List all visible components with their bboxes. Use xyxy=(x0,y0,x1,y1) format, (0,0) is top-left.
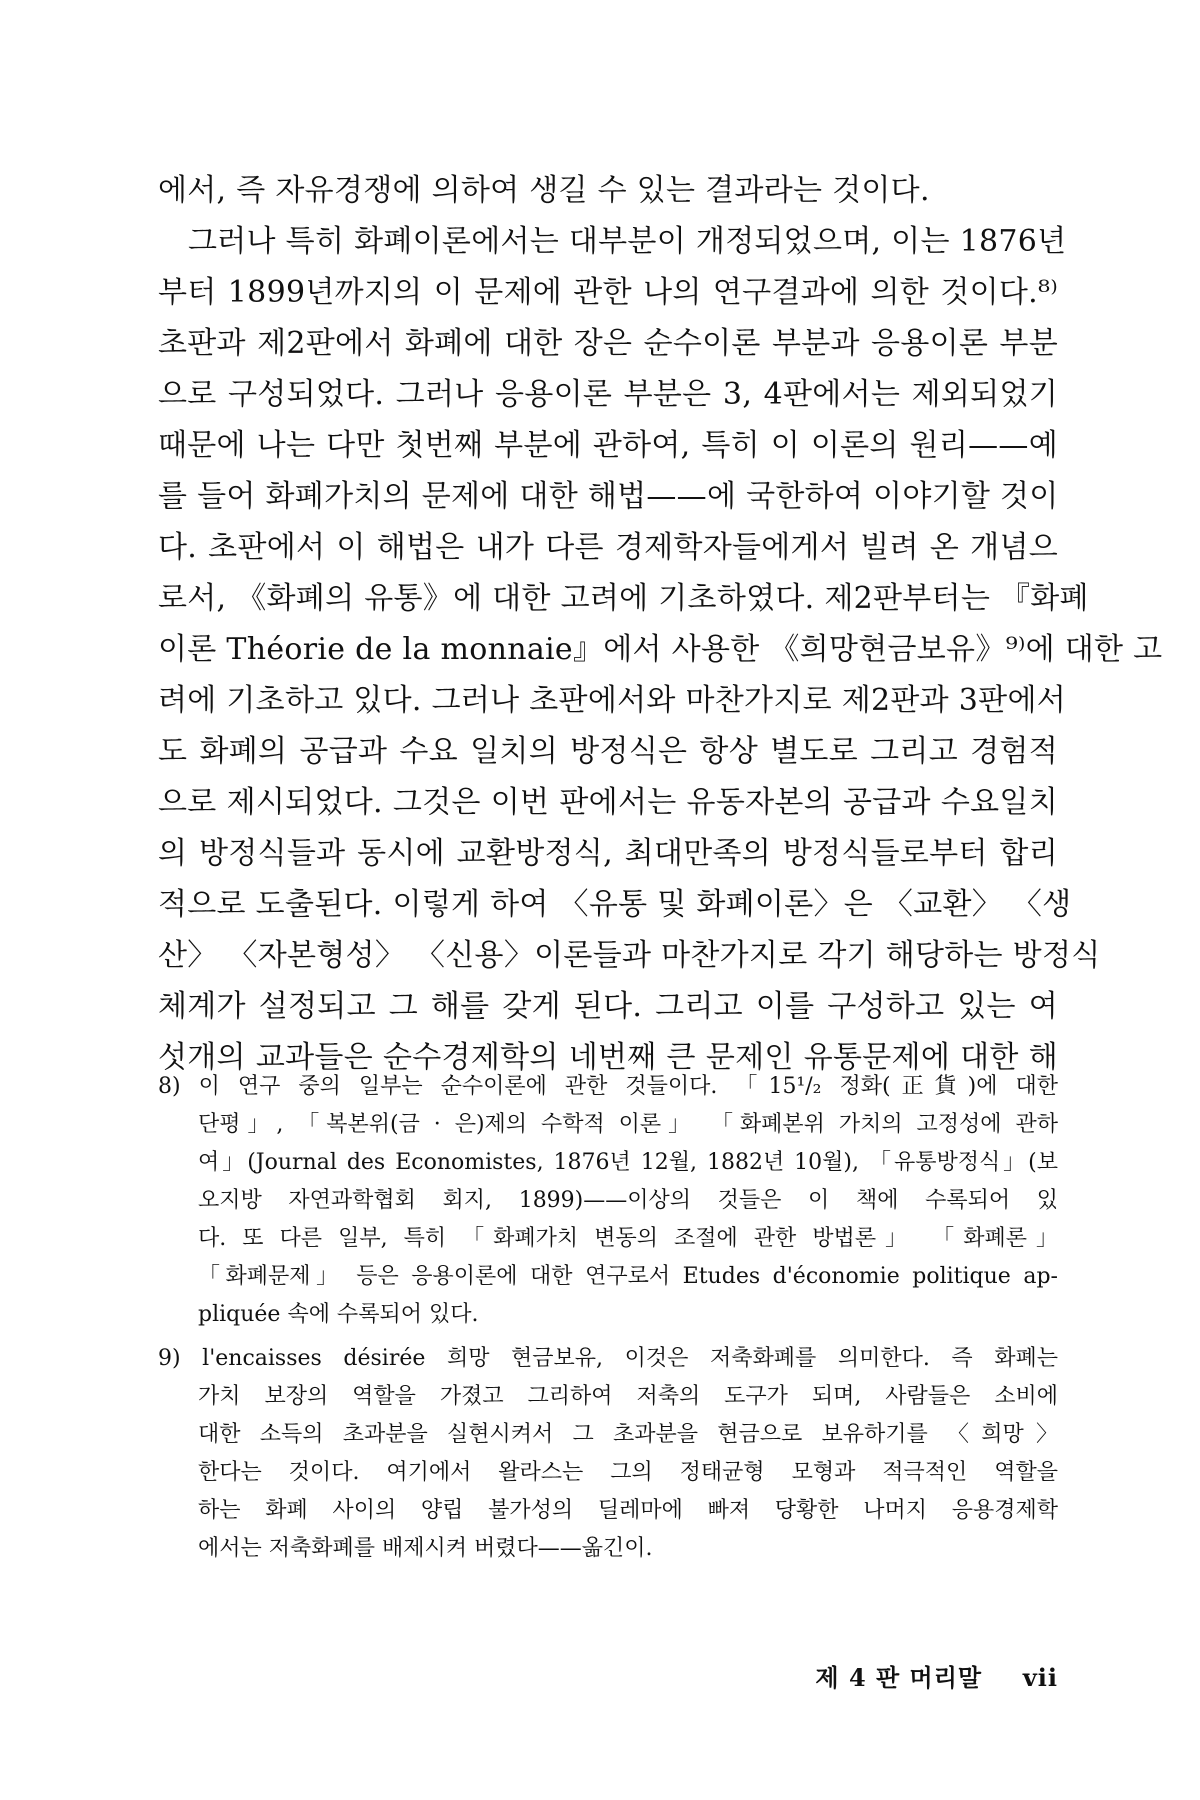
main-body-text xyxy=(158,165,1163,1083)
body-line: 의 방정식들과 동시에 교환방정식, 최대만족의 방정식들로부터 합리 xyxy=(158,836,1058,871)
body-line: 부터 1899년까지의 이 문제에 관한 나의 연구결과에 의한 것이다.⁸⁾ xyxy=(158,275,1058,310)
footnote-line: 하는 화폐 사이의 양립 불가성의 딜레마에 빠져 당황한 나머지 응용경제학 xyxy=(198,1498,1058,1523)
footnote-line: 단평」, 「복본위(금 · 은)제의 수학적 이론」 「화폐본위 가치의 고정성에 관하 xyxy=(198,1112,1058,1137)
body-line: 그러나 특히 화폐이론에서는 대부분이 개정되었으며, 이는 1876년 xyxy=(188,224,1067,259)
footnote-line: 오지방 자연과학협회 회지, 1899)——이상의 것들은 이 책에 수록되어 있 xyxy=(198,1188,1058,1213)
page-number: vii xyxy=(1022,1663,1058,1692)
footnote-8 xyxy=(158,1068,1058,1334)
footnote-line: 대한 소득의 초과분을 실현시켜서 그 초과분을 현금으로 보유하기를 〈희망〉 xyxy=(198,1422,1058,1447)
body-line: 체계가 설정되고 그 해를 갖게 된다. 그리고 이를 구성하고 있는 여 xyxy=(158,989,1058,1024)
footnote-line: 8) 이 연구 중의 일부는 순수이론에 관한 것들이다. 「15¹/₂ 정화(正貨)에 대한 xyxy=(158,1074,1058,1099)
body-line: 이론 Théorie de la monnaie』에서 사용한 《희망현금보유》⁹⁾에 대한 고 xyxy=(158,632,1163,667)
footnote-line: 가치 보장의 역할을 가졌고 그리하여 저축의 도구가 되며, 사람들은 소비에 xyxy=(198,1384,1058,1409)
body-line: 도 화폐의 공급과 수요 일치의 방정식은 항상 별도로 그리고 경험적 xyxy=(158,734,1058,769)
body-line: 때문에 나는 다만 첫번째 부분에 관하여, 특히 이 이론의 원리——예 xyxy=(158,428,1058,463)
body-line: 적으로 도출된다. 이렇게 하여 〈유통 및 화폐이론〉은 〈교환〉 〈생 xyxy=(158,887,1072,922)
body-line: 으로 제시되었다. 그것은 이번 판에서는 유동자본의 공급과 수요일치 xyxy=(158,785,1058,820)
footnote-line: 9) l'encaisses désirée 희망 현금보유, 이것은 저축화폐를 의미한다. 즉 화폐는 xyxy=(158,1346,1058,1371)
footnote-line: 「화폐문제」 등은 응용이론에 대한 연구로서 Etudes d'économie politique ap- xyxy=(198,1264,1058,1289)
footnote-9 xyxy=(158,1340,1058,1568)
body-line: 려에 기초하고 있다. 그러나 초판에서와 마찬가지로 제2판과 3판에서 xyxy=(158,683,1067,718)
body-line: 다. 초판에서 이 해법은 내가 다른 경제학자들에게서 빌려 온 개념으 xyxy=(158,530,1058,565)
body-line: 산〉 〈자본형성〉 〈신용〉이론들과 마찬가지로 각기 해당하는 방정식 xyxy=(158,938,1101,973)
footnotes xyxy=(158,1068,1058,1574)
body-line: 를 들어 화폐가치의 문제에 대한 해법——에 국한하여 이야기할 것이 xyxy=(158,479,1059,514)
footnote-line: 여」(Journal des Economistes, 1876년 12월, 1882년 10월), 「유통방정식」(보 xyxy=(198,1150,1058,1175)
footnote-line: 한다는 것이다. 여기에서 왈라스는 그의 정태균형 모형과 적극적인 역할을 xyxy=(198,1460,1058,1485)
body-line: 으로 구성되었다. 그러나 응용이론 부분은 3, 4판에서는 제외되었기 xyxy=(158,377,1058,412)
body-line: 로서, 《화폐의 유통》에 대한 고려에 기초하였다. 제2판부터는 『화폐 xyxy=(158,581,1089,616)
footnote-line: pliquée 속에 수록되어 있다. xyxy=(198,1302,479,1327)
body-line: 에서, 즉 자유경쟁에 의하여 생길 수 있는 결과라는 것이다. xyxy=(158,173,930,208)
running-head: 제 4 판 머리말 xyxy=(815,1663,983,1692)
page-footer xyxy=(815,1658,1058,1693)
footnote-line: 다. 또 다른 일부, 특히 「화폐가치 변동의 조절에 관한 방법론」 「화폐론」 xyxy=(198,1226,1058,1251)
footnote-line: 에서는 저축화폐를 배제시켜 버렸다——옮긴이. xyxy=(198,1536,653,1561)
body-line: 섯개의 교과들은 순수경제학의 네번째 큰 문제인 유통문제에 대한 해 xyxy=(158,1040,1058,1075)
body-line: 초판과 제2판에서 화폐에 대한 장은 순수이론 부분과 응용이론 부분 xyxy=(158,326,1058,361)
